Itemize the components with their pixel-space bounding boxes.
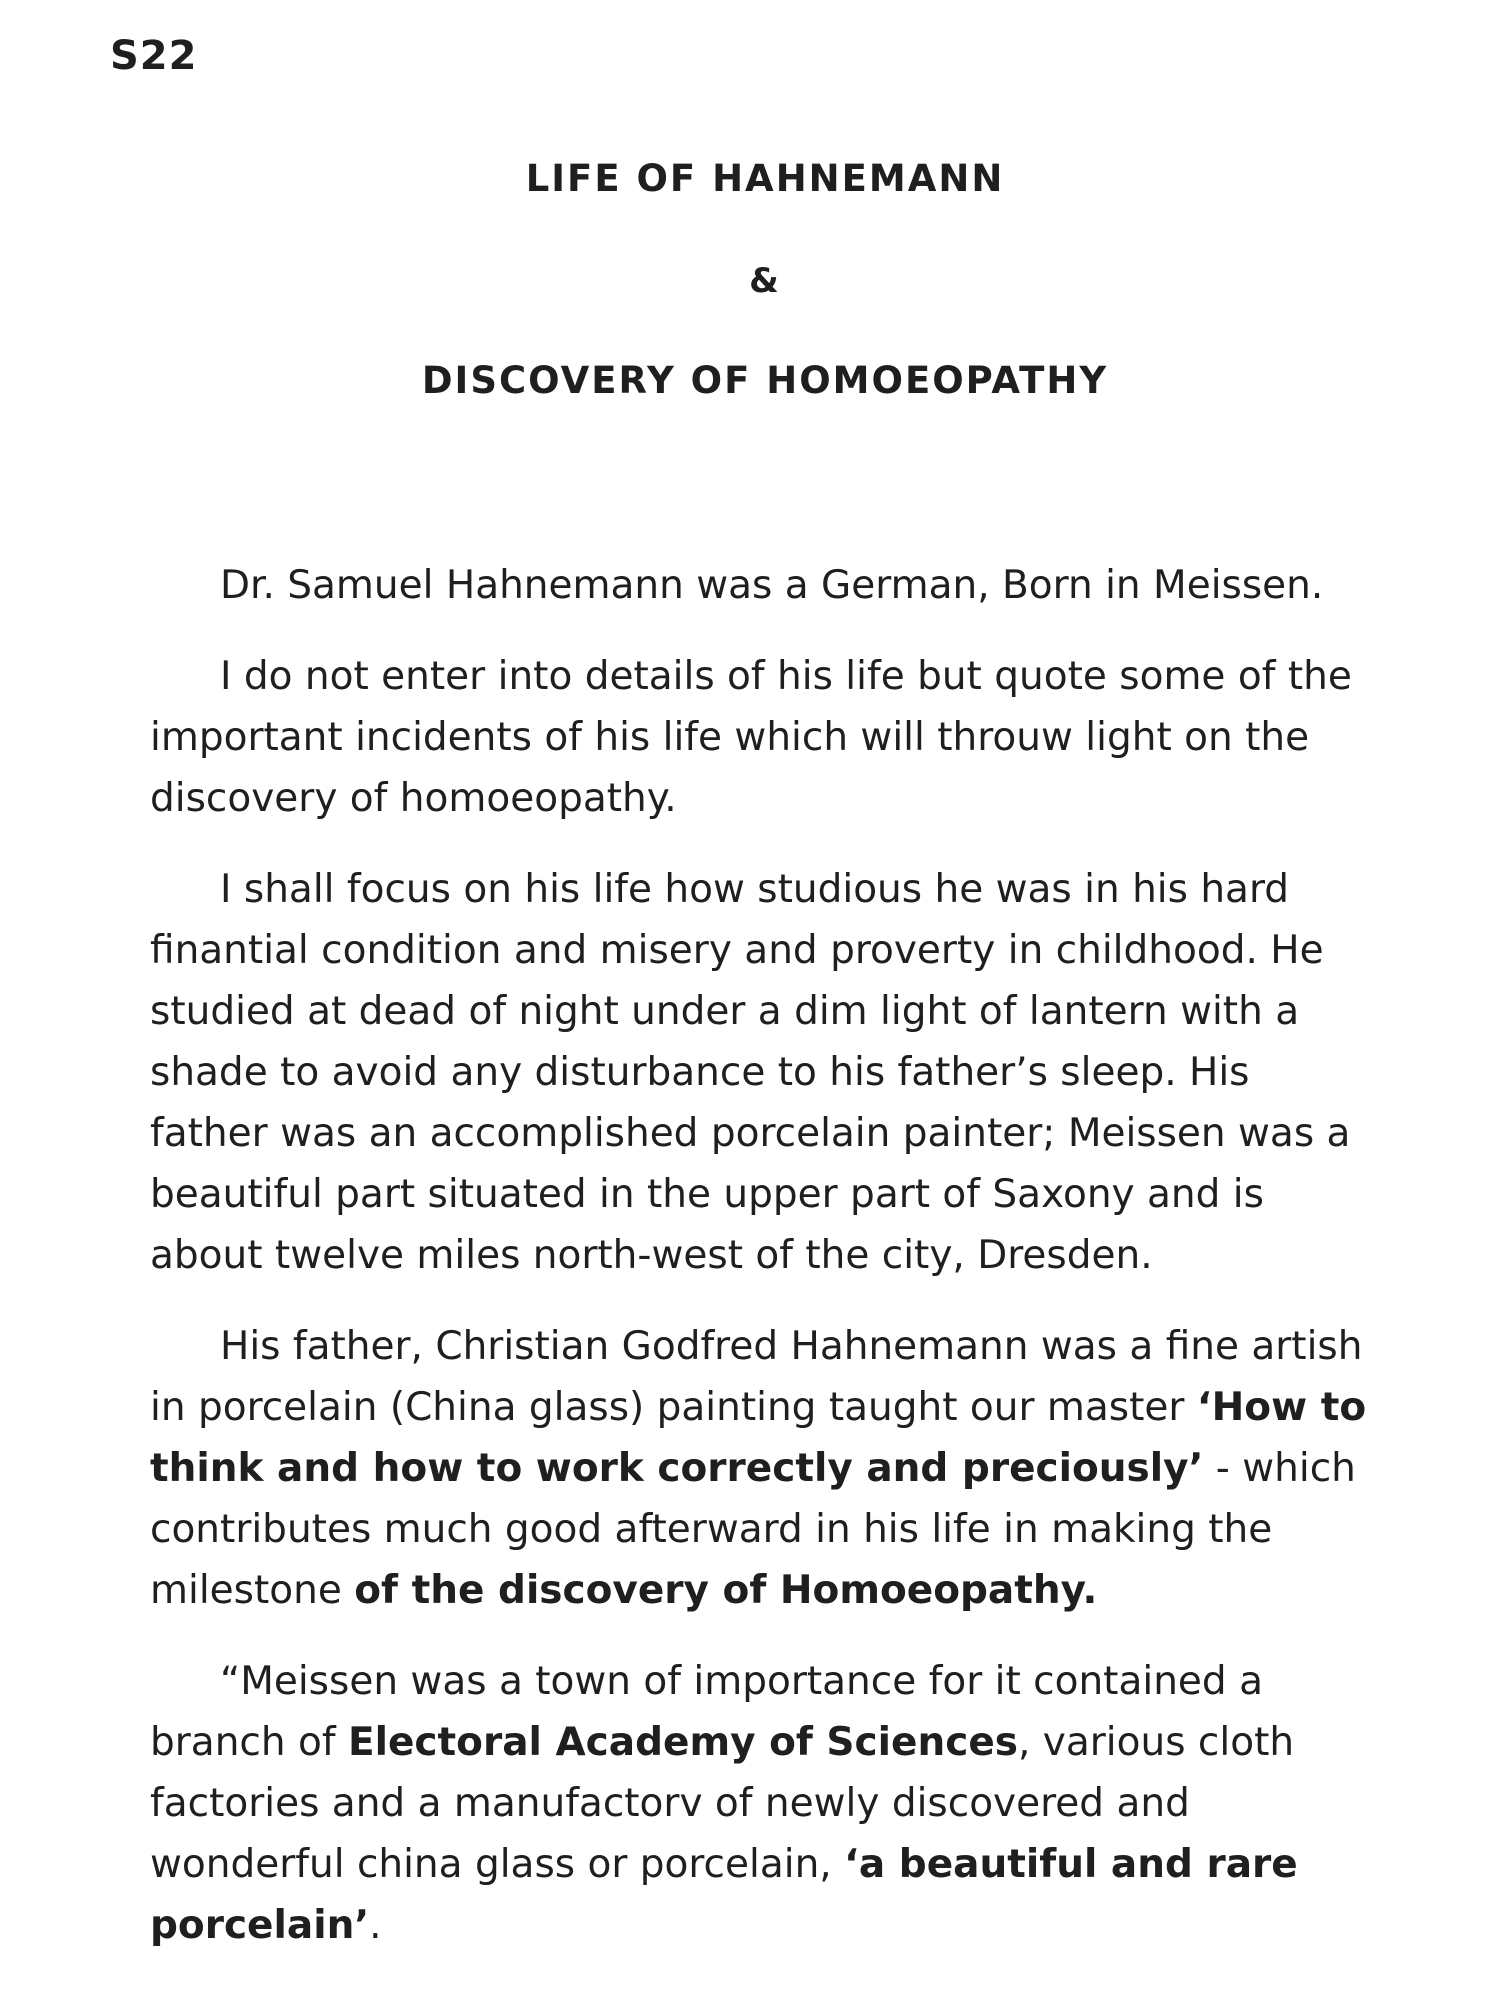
bold-phrase: of the discovery of Homoeopathy. [354,1568,1098,1613]
paragraph-line: beautiful part situated in the upper part of Saxony and is [150,1172,1264,1217]
paragraph-line: His father, Christian Godfred Hahnemann was a fine artish [220,1324,1363,1369]
paragraph-line [150,1895,1410,1956]
text-run: , various cloth [1018,1720,1295,1765]
title-line-1: LIFE OF HAHNEMANN [525,157,1005,200]
paragraph-line: finantial condition and misery and proverty in childhood. He [150,928,1324,973]
text-run: branch of [150,1720,348,1765]
paragraph-line: about twelve miles north-west of the city, Dresden. [150,1233,1153,1278]
paragraph-line: I do not enter into details of his life but quote some of the [220,654,1352,699]
body-text [150,555,1410,1986]
bold-quote: think and how to work correctly and preciously’ [150,1446,1204,1491]
bold-quote: porcelain’ [150,1903,370,1948]
paragraph-line [150,1438,1410,1499]
paragraph-line [150,1377,1410,1438]
paragraph-4 [150,1316,1410,1621]
paragraph-line: contributes much good afterward in his life in making the [150,1507,1273,1552]
paragraph-2 [150,646,1410,829]
paragraph-line: studied at dead of night under a dim light of lantern with a [150,989,1300,1034]
paragraph-line [150,1834,1410,1895]
paragraph-line: discovery of homoeopathy. [150,776,677,821]
paragraph-line: important incidents of his life which will throuw light on the [150,715,1310,760]
bold-quote: ‘How to [1196,1385,1367,1430]
bold-phrase: Electoral Academy of Sciences [347,1720,1018,1765]
paragraph-line [150,1560,1410,1621]
paragraph-3 [150,859,1410,1286]
text-run: wonderful china glass or porcelain, [150,1842,845,1887]
paragraph-5 [150,1651,1410,1956]
paragraph-line: factories and a manufactorv of newly discovered and [150,1781,1190,1826]
title-line-3: DISCOVERY OF HOMOEOPATHY [421,359,1109,402]
paragraph-line: I shall focus on his life how studious he was in his hard [220,867,1290,912]
paragraph-line: Dr. Samuel Hahnemann was a German, Born in Meissen. [220,563,1324,608]
text-run: . [369,1903,382,1948]
paragraph-line: shade to avoid any disturbance to his father’s sleep. His [150,1050,1250,1095]
page-number: S22 [110,33,198,79]
text-run: milestone [150,1568,355,1613]
paragraph-line: “Meissen was a town of importance for it contained a [220,1659,1263,1704]
text-run: - which [1203,1446,1356,1491]
bold-quote: ‘a beautiful and rare [844,1842,1298,1887]
paragraph-line [150,1712,1410,1773]
paragraph-1 [150,555,1410,616]
title-ampersand: & [749,261,781,301]
text-run: in porcelain (China glass) painting taught our master [150,1385,1197,1430]
paragraph-line: father was an accomplished porcelain painter; Meissen was a [150,1111,1351,1156]
